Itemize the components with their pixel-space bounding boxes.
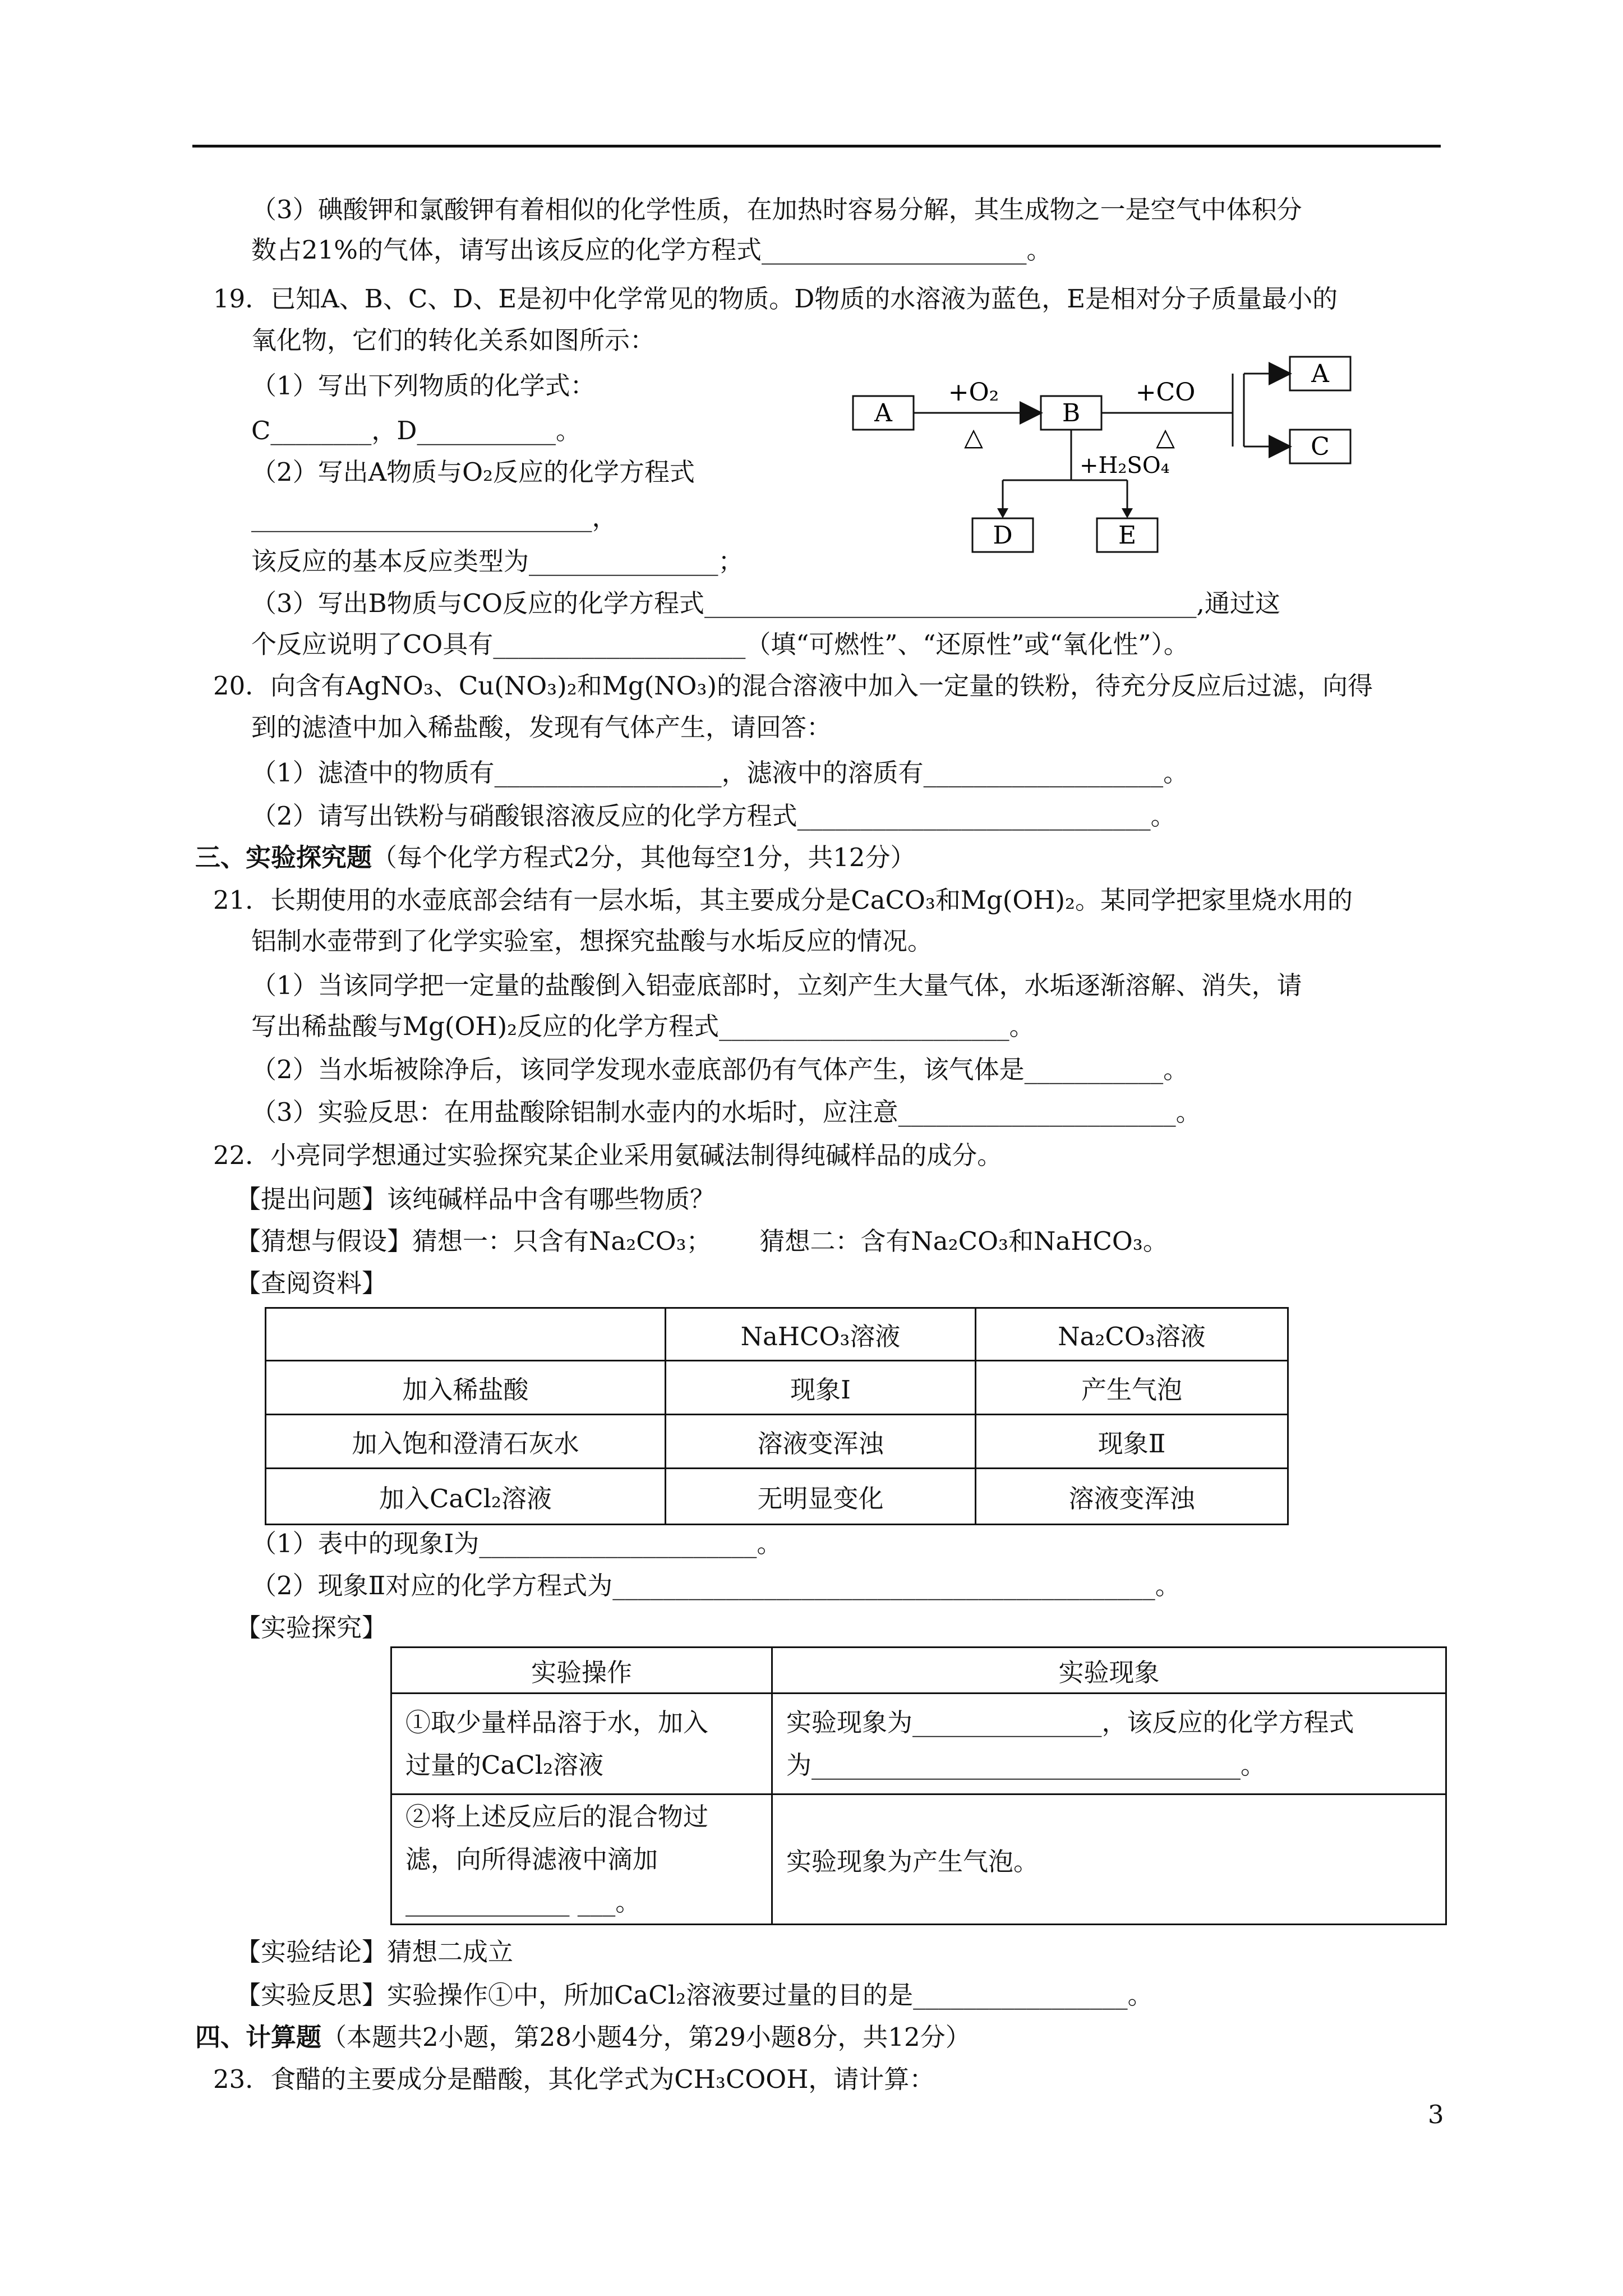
op2-line2: 滤，向所得滤液中滴加 [405, 1844, 658, 1874]
table-cell: 加入稀盐酸 [266, 1361, 666, 1415]
page-number: 3 [1428, 2100, 1444, 2129]
table-cell: 现象Ⅱ [976, 1415, 1288, 1469]
table-cell [391, 1694, 772, 1795]
q19-p3-line2: 个反应说明了CO具有____________________（填“可燃性”、“还原性”或“氧化性”）。 [251, 629, 1189, 659]
table-row [266, 1415, 1288, 1469]
op1-line2: 过量的CaCl₂溶液 [405, 1750, 604, 1780]
q21-p1-line1: （1）当该同学把一定量的盐酸倒入铝壶底部时，立刻产生大量气体，水垢逐渐溶解、消失，请 [251, 970, 1302, 1000]
q19-p2-blank: ___________________________， [251, 503, 617, 532]
q21-line1: 21．长期使用的水壶底部会结有一层水垢，其主要成分是CaCO₃和Mg(OH)₂。某同学把家里烧水用的 [213, 885, 1353, 915]
diagram-label-a: A [874, 399, 892, 427]
op2-line3: _____________ ___。 [405, 1887, 641, 1917]
diagram-label-d: D [993, 521, 1013, 550]
diagram-label-b: B [1062, 399, 1081, 427]
q20-line2: 到的滤渣中加入稀盐酸，发现有气体产生，请回答： [251, 712, 832, 742]
op2-line1: ②将上述反应后的混合物过 [405, 1801, 709, 1832]
table-row [266, 1469, 1288, 1525]
res1-line1: 实验现象为_______________，该反应的化学方程式 [786, 1707, 1354, 1737]
table-row [266, 1308, 1288, 1361]
conversion-diagram-right [1223, 346, 1458, 480]
diagram-label-e: E [1118, 521, 1137, 550]
experiment-table [390, 1646, 1447, 1925]
q22-explore: 【实验探究】 [236, 1613, 388, 1642]
q20-line1: 20．向含有AgNO₃、Cu(NO₃)₂和Mg(NO₃)的混合溶液中加入一定量的铁粉，待充分反应后过滤，向得 [213, 671, 1373, 701]
table-cell [772, 1694, 1446, 1795]
conversion-diagram-lower [953, 430, 1234, 564]
table-cell: 实验操作 [391, 1648, 772, 1694]
table-row [391, 1648, 1446, 1694]
section3-title: 三、实验探究题 [195, 843, 372, 872]
q21-p2: （2）当水垢被除净后，该同学发现水壶底部仍有气体产生，该气体是___________。 [251, 1055, 1189, 1084]
q21-line2: 铝制水壶带到了化学实验室，想探究盐酸与水垢反应的情况。 [251, 926, 933, 956]
diagram-label-a2: A [1311, 360, 1329, 388]
diagram-label-c: C [1311, 432, 1330, 461]
reference-table [265, 1307, 1289, 1525]
table-cell [266, 1308, 666, 1361]
q20-p1: （1）滤渣中的物质有__________________，滤液中的溶质有___________________。 [251, 758, 1189, 788]
q22-p2: （2）现象Ⅱ对应的化学方程式为___________________________________________。 [251, 1571, 1181, 1600]
q19-p1-blanks: C________，D___________。 [251, 416, 582, 445]
table-row [391, 1795, 1446, 1925]
section4-heading [195, 2021, 971, 2054]
diagram-label-co: +CO [1135, 378, 1196, 407]
q18-3-line2: 数占21%的气体，请写出该反应的化学方程式_____________________。 [251, 235, 1052, 265]
diagram-label-h2so4: +H₂SO₄ [1080, 453, 1170, 478]
diagram-label-o2: +O₂ [948, 378, 999, 407]
q22-p1: （1）表中的现象Ⅰ为______________________。 [251, 1529, 782, 1558]
q19-p3-line1: （3）写出B物质与CO反应的化学方程式_______________________________________,通过这 [251, 588, 1280, 618]
section4-note: （本题共2小题，第28小题4分，第29小题8分，共12分） [321, 2022, 971, 2052]
op1-line1: ①取少量样品溶于水，加入 [405, 1707, 709, 1737]
q23-line1: 23．食醋的主要成分是醋酸，其化学式为CH₃COOH，请计算： [213, 2064, 935, 2094]
table-cell: NaHCO₃溶液 [666, 1308, 976, 1361]
q18-3-line1: （3）碘酸钾和氯酸钾有着相似的化学性质，在加热时容易分解，其生成物之一是空气中体积分 [251, 195, 1302, 224]
table-cell: 加入CaCl₂溶液 [266, 1469, 666, 1525]
table-cell: 加入饱和澄清石灰水 [266, 1415, 666, 1469]
section3-heading [195, 841, 916, 875]
table-cell: 溶液变浑浊 [666, 1415, 976, 1469]
table-cell: 产生气泡 [976, 1361, 1288, 1415]
table-cell [391, 1795, 772, 1925]
q19-line1: 19．已知A、B、C、D、E是初中化学常见的物质。D物质的水溶液为蓝色，E是相对分子质量最小的 [213, 284, 1338, 314]
table-cell: Na₂CO₃溶液 [976, 1308, 1288, 1361]
q22-question: 【提出问题】该纯碱样品中含有哪些物质？ [236, 1184, 716, 1214]
table-cell: 实验现象为产生气泡。 [772, 1795, 1446, 1925]
table-cell: 实验现象 [772, 1648, 1446, 1694]
diagram-heat-2: △ [1156, 423, 1175, 452]
diagram-heat-1: △ [964, 423, 983, 452]
res1-line2: 为__________________________________。 [786, 1750, 1266, 1780]
q22-reflection: 【实验反思】实验操作①中，所加CaCl₂溶液要过量的目的是_________________。 [236, 1980, 1153, 2010]
q19-p2: （2）写出A物质与O₂反应的化学方程式 [251, 457, 695, 487]
header-rule [192, 145, 1441, 148]
q19-p1: （1）写出下列物质的化学式： [251, 371, 596, 401]
q22-reference: 【查阅资料】 [236, 1268, 388, 1298]
q19-line2: 氧化物，它们的转化关系如图所示： [251, 325, 656, 355]
q22-conclusion: 【实验结论】猜想二成立 [236, 1937, 514, 1967]
q19-p2-type: 该反应的基本反应类型为_______________； [251, 546, 744, 576]
q22-hypothesis: 【猜想与假设】猜想一：只含有Na₂CO₃； 猜想二：含有Na₂CO₃和NaHCO₃。 [236, 1226, 1168, 1256]
table-cell: 无明显变化 [666, 1469, 976, 1525]
q22-line1: 22．小亮同学想通过实验探究某企业采用氨碱法制得纯碱样品的成分。 [213, 1140, 1003, 1170]
table-cell: 现象Ⅰ [666, 1361, 976, 1415]
section3-note: （每个化学方程式2分，其他每空1分，共12分） [372, 843, 916, 872]
table-row [391, 1694, 1446, 1795]
section4-title: 四、计算题 [195, 2022, 322, 2052]
q21-p1-line2: 写出稀盐酸与Mg(OH)₂反应的化学方程式_______________________。 [251, 1011, 1035, 1041]
table-row [266, 1361, 1288, 1415]
table-cell: 溶液变浑浊 [976, 1469, 1288, 1525]
q20-p2: （2）请写出铁粉与硝酸银溶液反应的化学方程式____________________________。 [251, 801, 1176, 831]
q21-p3: （3）实验反思：在用盐酸除铝制水壶内的水垢时，应注意______________________。 [251, 1097, 1201, 1127]
